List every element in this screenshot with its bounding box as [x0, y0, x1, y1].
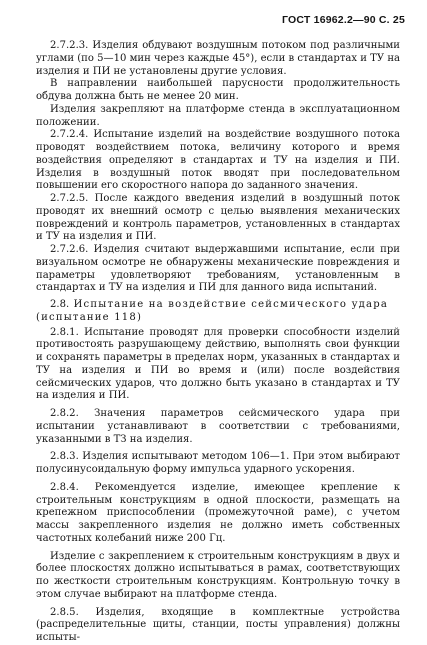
section-title: Испытание на воздействие сейсмического удара (испытание 118) — [36, 299, 389, 323]
paragraph-2-7-2-6: 2.7.2.6. Изделия считают выдержавшими испытание, если при визуальном осмотре не обнаружены механические повреждения и параметры удовлетворяют требованиям, установленным в стандартах и ТУ на изделия и ПИ для данного вида испытаний. — [36, 244, 400, 294]
paragraph-two-planes: Изделие с закреплением к строительным конструкциям в двух и более плоскостях должно испытываться в рамах, соответствующих по жесткости строительным конструкциям. Контрольную точку в этом случае выбирают на платформе стенда. — [36, 550, 400, 600]
paragraph-airflow-direction: В направлении наибольшей парусности продолжительность обдува должна быть не менее 20 мин. — [36, 78, 400, 102]
paragraph-2-8-5: 2.8.5. Изделия, входящие в комплектные устройства (распределительные щиты, станции, посты управления) должны испыты- — [36, 606, 400, 643]
paragraph-mounting: Изделия закрепляют на платформе стенда в эксплуатационном положении. — [36, 103, 400, 128]
paragraph-2-7-2-4: 2.7.2.4. Испытание изделий на воздействие воздушного потока проводят воздействием потока, величину которого и время воздействия определяют в стандартах и ТУ на изделия и ПИ. Изделия в воздушный поток вводят при последовательном повышении его скоростного напора до заданного значения. — [36, 129, 400, 192]
paragraph-2-7-2-5: 2.7.2.5. После каждого введения изделий в воздушный поток проводят их внешний осмотр с целью выявления механических повреждений и контроль параметров, установленных в стандартах и ТУ на изделия и ПИ. — [36, 193, 400, 243]
section-heading-2-8 — [36, 299, 400, 325]
body-text — [36, 40, 400, 645]
paragraph-2-8-4: 2.8.4. Рекомендуется изделие, имеющее крепление к строительным конструкциям в одной плоскости, размещать на крепежном приспособлении (промежуточной раме), с учетом массы закрепленного изделия не должно иметь собственных частотных колебаний ниже 200 Гц. — [36, 481, 400, 544]
section-number: 2.8. — [50, 299, 70, 310]
page-header: ГОСТ 16962.2—90 С. 25 — [282, 14, 405, 26]
paragraph-2-8-3: 2.8.3. Изделия испытывают методом 106—1. При этом выбирают полусинусоидальную форму импульса ударного ускорения. — [36, 451, 400, 475]
paragraph-2-8-1: 2.8.1. Испытание проводят для проверки способности изделий противостоять разрушающему действию, выполнять свои функции и сохранять параметры в пределах норм, указанных в стандартах и ТУ на изделия и ПИ во время и (или) после воздействия сейсмических ударов, что должно быть указано в стандартах и ТУ на изделия и ПИ. — [36, 326, 400, 402]
paragraph-2-7-2-3: 2.7.2.3. Изделия обдувают воздушным потоком под различными углами (по 5—10 мин через каждые 45°), если в стандартах и ТУ на изделия и ПИ не установлены другие условия. — [36, 40, 400, 77]
paragraph-2-8-2: 2.8.2. Значения параметров сейсмического удара при испытании устанавливают в соответствии с требованиями, указанными в ТЗ на изделия. — [36, 408, 400, 445]
